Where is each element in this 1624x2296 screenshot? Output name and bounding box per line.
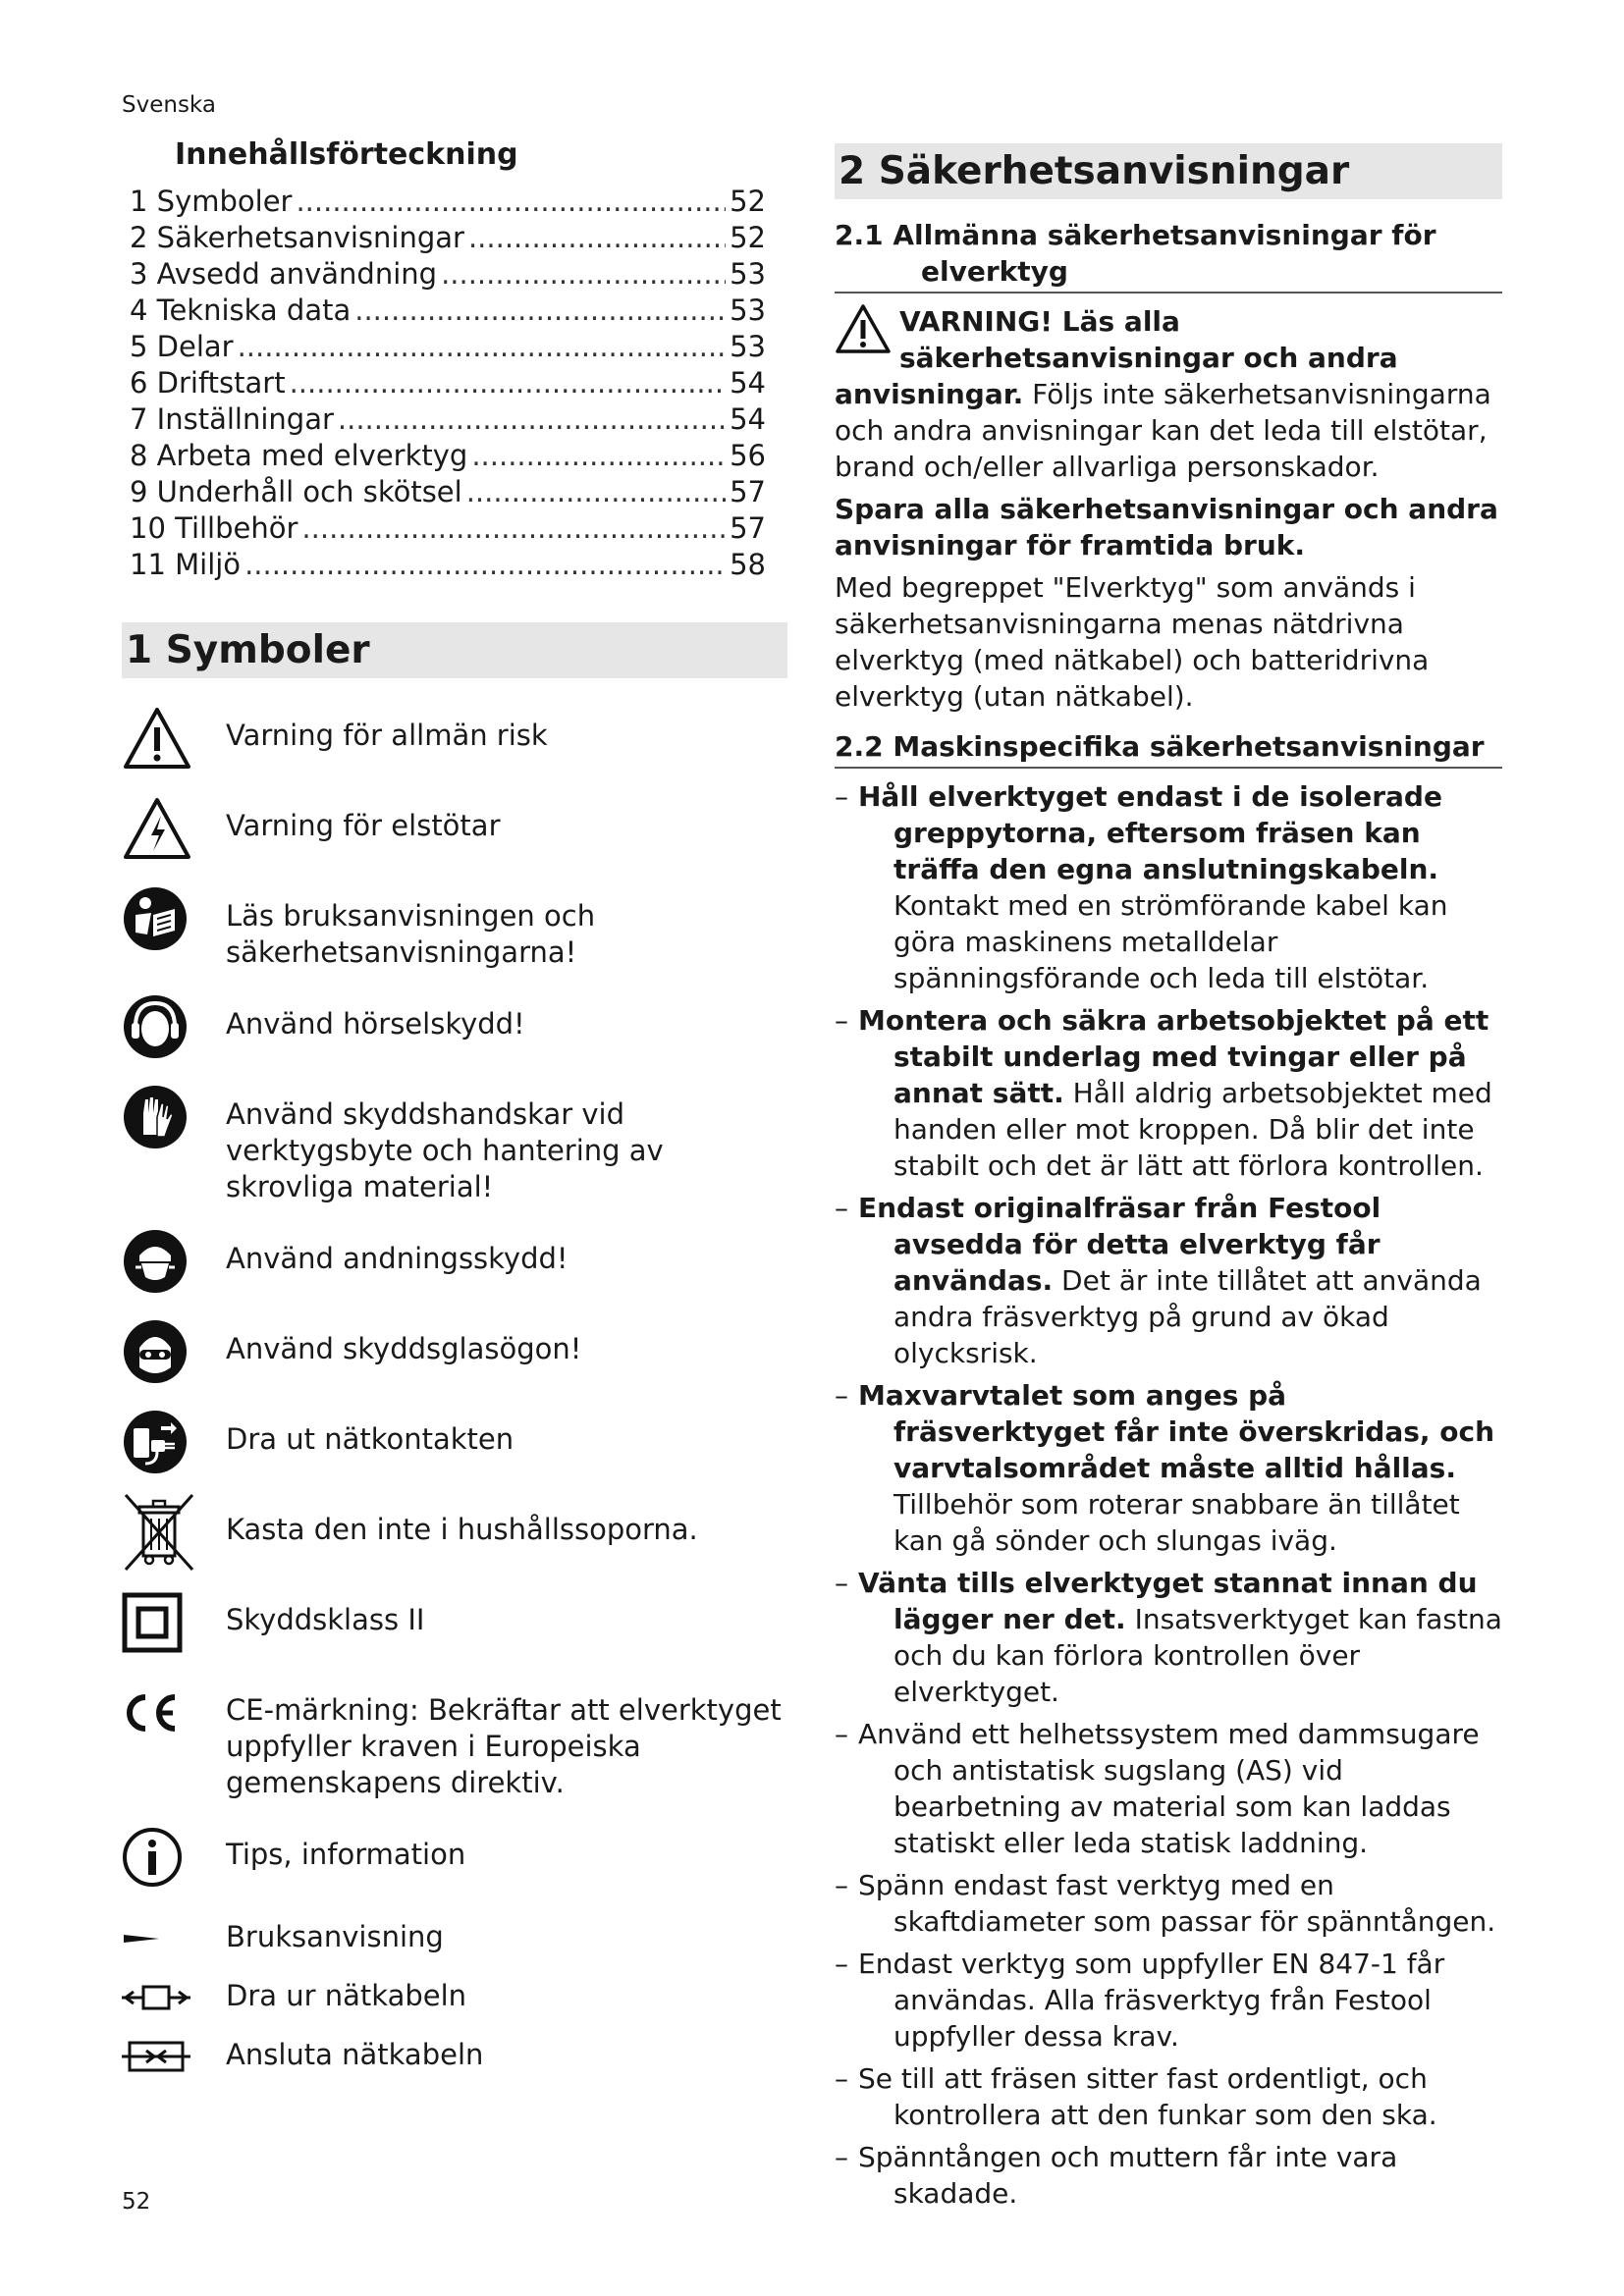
symbol-item	[122, 884, 787, 971]
symbol-text: Kasta den inte i hushållssoporna.	[226, 1513, 698, 1546]
keep-instructions-text: Spara alla säkerhetsanvisningar och andra anvisningar för framtida bruk.	[835, 493, 1498, 561]
bullet-dash: –	[835, 1718, 848, 1750]
toc-item[interactable]	[130, 547, 766, 583]
bullet-text: Endast verktyg som uppfyller EN 847-1 får användas. Alla fräsverktyg från Festool uppfyller dessa krav.	[858, 1948, 1445, 2053]
symbol-list	[122, 704, 787, 2082]
bullet-dash: –	[835, 1869, 848, 1901]
toc-item-label: 11 Miljö	[130, 548, 242, 581]
warning-text: Följs inte säkerhetsanvisningarna och andra anvisningar kan det leda till elstötar, brand och/eller allvarliga personskador.	[835, 378, 1491, 483]
toc-item-label: 10 Tillbehör	[130, 511, 298, 545]
toc-item-page: 52	[730, 185, 766, 218]
definition-text: Med begreppet "Elverktyg" som används i säkerhetsanvisningarna menas nätdrivna elverktyg (med nätkabel) och batteridrivna elverktyg (utan nätkabel).	[835, 571, 1430, 713]
symbol-item	[122, 1317, 787, 1386]
ear-protection-icon	[122, 992, 200, 1061]
symbol-item	[122, 1498, 787, 1567]
unplug-icon	[122, 1408, 200, 1476]
subsection-title-2-2: 2.2 Maskinspecifika säkerhetsanvisningar	[835, 728, 1502, 769]
info-icon	[122, 1823, 200, 1892]
subsection-title-2-1	[835, 217, 1502, 294]
toc-item-page: 57	[730, 475, 766, 508]
symbol-item	[122, 1588, 787, 1657]
toc-leader	[296, 184, 726, 220]
bullet-text: Det är inte tillåtet att använda andra fräsverktyg på grund av ökad olycksrisk.	[893, 1264, 1482, 1369]
bullet-dash: –	[835, 780, 848, 813]
arrow-pointer-icon	[122, 1913, 200, 1964]
bullet-text: Använd ett helhetssystem med dammsugare och antistatisk sugslang (AS) vid bearbetning av material som kan laddas statiskt eller leda statisk laddning.	[858, 1718, 1480, 1859]
toc-item-label: 5 Delar	[130, 330, 234, 363]
symbol-text: Dra ur nätkabeln	[226, 1979, 467, 2012]
toc-leader	[471, 438, 726, 474]
list-item	[835, 1716, 1502, 1861]
safety-bullet-list	[835, 778, 1502, 2212]
right-column	[835, 143, 1502, 2217]
toc-item[interactable]	[130, 401, 766, 438]
bullet-text: Se till att fräsen sitter fast ordentligt, och kontrollera att den funkar som den ska.	[858, 2062, 1437, 2131]
toc-item[interactable]	[130, 438, 766, 474]
toc-item-label: 3 Avsedd användning	[130, 257, 438, 291]
symbol-item	[122, 1408, 787, 1476]
toc-title: Innehållsförteckning	[175, 137, 518, 172]
subsection-title-line: elverktyg	[921, 255, 1068, 288]
toc-item[interactable]	[130, 256, 766, 293]
bullet-text: Spänn endast fast verktyg med en skaftdiameter som passar för spänntången.	[858, 1869, 1496, 1938]
symbol-text: Använd skyddsglasögon!	[226, 1332, 582, 1365]
toc-item-label: 4 Tekniska data	[130, 294, 352, 327]
toc-item-label: 2 Säkerhetsanvisningar	[130, 221, 464, 254]
toc-leader	[466, 474, 726, 510]
list-item	[835, 1190, 1502, 1371]
symbol-text: Bruksanvisning	[226, 1920, 444, 1953]
respirator-icon	[122, 1227, 200, 1296]
symbol-item	[122, 1679, 787, 1801]
bullet-bold-text: Vänta tills elverktyget stannat innan du lägger ner det.	[858, 1567, 1478, 1635]
list-item	[835, 1002, 1502, 1184]
toc-item[interactable]	[130, 510, 766, 547]
toc-leader	[244, 547, 726, 583]
toc-item-page: 58	[730, 548, 766, 581]
left-column	[122, 137, 787, 2090]
warning-triangle-icon	[835, 303, 899, 360]
toc-item[interactable]	[130, 474, 766, 510]
protection-class-ii-icon	[122, 1588, 200, 1657]
toc-leader	[301, 510, 726, 547]
bullet-bold-text: Maxvarvtalet som anges på fräsverktyget får inte överskridas, och varvtalsområdet måste alltid hållas.	[858, 1379, 1495, 1484]
list-item	[835, 2139, 1502, 2212]
safety-goggles-icon	[122, 1317, 200, 1386]
toc-item-page: 54	[730, 366, 766, 400]
symbol-item	[122, 2031, 787, 2082]
section-title-safety: 2 Säkerhetsanvisningar	[835, 143, 1502, 199]
toc-item[interactable]	[130, 365, 766, 401]
symbol-text: Varning för elstötar	[226, 809, 501, 842]
list-item	[835, 2060, 1502, 2133]
symbol-text: CE-märkning: Bekräftar att elverktyget uppfyller kraven i Europeiska gemenskapens direktiv.	[226, 1693, 782, 1799]
symbol-text: Använd hörselskydd!	[226, 1007, 525, 1041]
toc-item[interactable]	[130, 329, 766, 365]
list-item	[835, 1377, 1502, 1559]
symbol-text: Skyddsklass II	[226, 1603, 425, 1636]
list-item	[835, 1867, 1502, 1940]
bullet-dash: –	[835, 2141, 848, 2173]
list-item	[835, 1565, 1502, 1710]
symbol-text: Dra ut nätkontakten	[226, 1422, 514, 1456]
symbol-text: Läs bruksanvisningen och säkerhetsanvisningarna!	[226, 899, 596, 969]
bullet-text: Insatsverktyget kan fastna och du kan förlora kontrollen över elverktyget.	[893, 1603, 1502, 1708]
symbol-item	[122, 1227, 787, 1296]
toc-leader	[468, 220, 726, 256]
bullet-bold-text: Håll elverktyget endast i de isolerade greppytorna, eftersom fräsen kan träffa den egna anslutningskabeln.	[858, 780, 1442, 885]
bullet-bold-text: Endast originalfräsar från Festool avsedda för detta elverktyg får användas.	[858, 1192, 1381, 1297]
symbol-item	[122, 992, 787, 1061]
language-label: Svenska	[122, 92, 216, 118]
toc-item-page: 52	[730, 221, 766, 254]
toc-item-label: 8 Arbeta med elverktyg	[130, 439, 468, 472]
symbol-item	[122, 794, 787, 863]
crossed-bin-icon	[122, 1498, 200, 1567]
toc-leader	[354, 293, 726, 329]
toc-item-label: 6 Driftstart	[130, 366, 286, 400]
warning-paragraph	[835, 303, 1502, 485]
subsection-title-line: 2.1 Allmänna säkerhetsanvisningar för	[835, 219, 1436, 251]
toc-leader	[238, 329, 727, 365]
toc-item-label: 7 Inställningar	[130, 402, 334, 436]
section-title-symbols: 1 Symboler	[122, 622, 787, 678]
list-item	[835, 1946, 1502, 2055]
toc-item[interactable]	[130, 184, 766, 220]
toc-item-label: 1 Symboler	[130, 185, 293, 218]
disconnect-cable-icon	[122, 1972, 200, 2023]
bullet-text: Håll aldrig arbetsobjektet med handen eller mot kroppen. Då blir det inte stabilt och det är lätt att förlora kontrollen.	[893, 1077, 1492, 1182]
read-manual-icon	[122, 884, 200, 953]
connect-cable-icon	[122, 2031, 200, 2082]
symbol-text: Tips, information	[226, 1838, 466, 1871]
toc-item-page: 53	[730, 257, 766, 291]
bullet-dash: –	[835, 1379, 848, 1412]
warning-bold-text: VARNING! Läs alla säkerhetsanvisningar och andra anvisningar.	[835, 305, 1398, 410]
toc-item-page: 56	[730, 439, 766, 472]
toc-leader	[338, 401, 726, 438]
toc-item[interactable]	[130, 220, 766, 256]
symbol-item	[122, 1823, 787, 1892]
toc-item-page: 53	[730, 330, 766, 363]
toc-item-page: 53	[730, 294, 766, 327]
bullet-dash: –	[835, 1192, 848, 1224]
symbol-item	[122, 1083, 787, 1205]
symbol-text: Ansluta nätkabeln	[226, 2038, 484, 2071]
ce-mark-icon	[122, 1679, 200, 1747]
page-number: 52	[122, 2189, 151, 2215]
symbol-item	[122, 1972, 787, 2023]
bullet-bold-text: Montera och säkra arbetsobjektet på ett stabilt underlag med tvingar eller på annat sätt.	[858, 1004, 1489, 1109]
list-item	[835, 778, 1502, 996]
gloves-icon	[122, 1083, 200, 1151]
toc-item-label: 9 Underhåll och skötsel	[130, 475, 462, 508]
toc-item[interactable]	[130, 293, 766, 329]
symbol-text: Använd skyddshandskar vid verktygsbyte och hantering av skrovliga material!	[226, 1097, 664, 1203]
bullet-dash: –	[835, 1567, 848, 1599]
electric-warning-icon	[122, 794, 200, 863]
bullet-dash: –	[835, 2062, 848, 2095]
symbol-item	[122, 704, 787, 773]
toc-leader	[441, 256, 726, 293]
toc-item-page: 57	[730, 511, 766, 545]
symbol-item	[122, 1913, 787, 1964]
symbol-text: Varning för allmän risk	[226, 719, 548, 752]
bullet-text: Spänntången och muttern får inte vara skadade.	[858, 2141, 1398, 2210]
bullet-text: Tillbehör som roterar snabbare än tillåtet kan gå sönder och slungas iväg.	[893, 1488, 1460, 1557]
bullet-dash: –	[835, 1004, 848, 1037]
warning-triangle-icon	[122, 704, 200, 773]
toc-item-page: 54	[730, 402, 766, 436]
bullet-dash: –	[835, 1948, 848, 1980]
toc-list	[122, 184, 787, 583]
toc-leader	[290, 365, 727, 401]
bullet-text: Kontakt med en strömförande kabel kan göra maskinens metalldelar spänningsförande och leda till elstötar.	[893, 889, 1448, 994]
symbol-text: Använd andningsskydd!	[226, 1242, 568, 1275]
